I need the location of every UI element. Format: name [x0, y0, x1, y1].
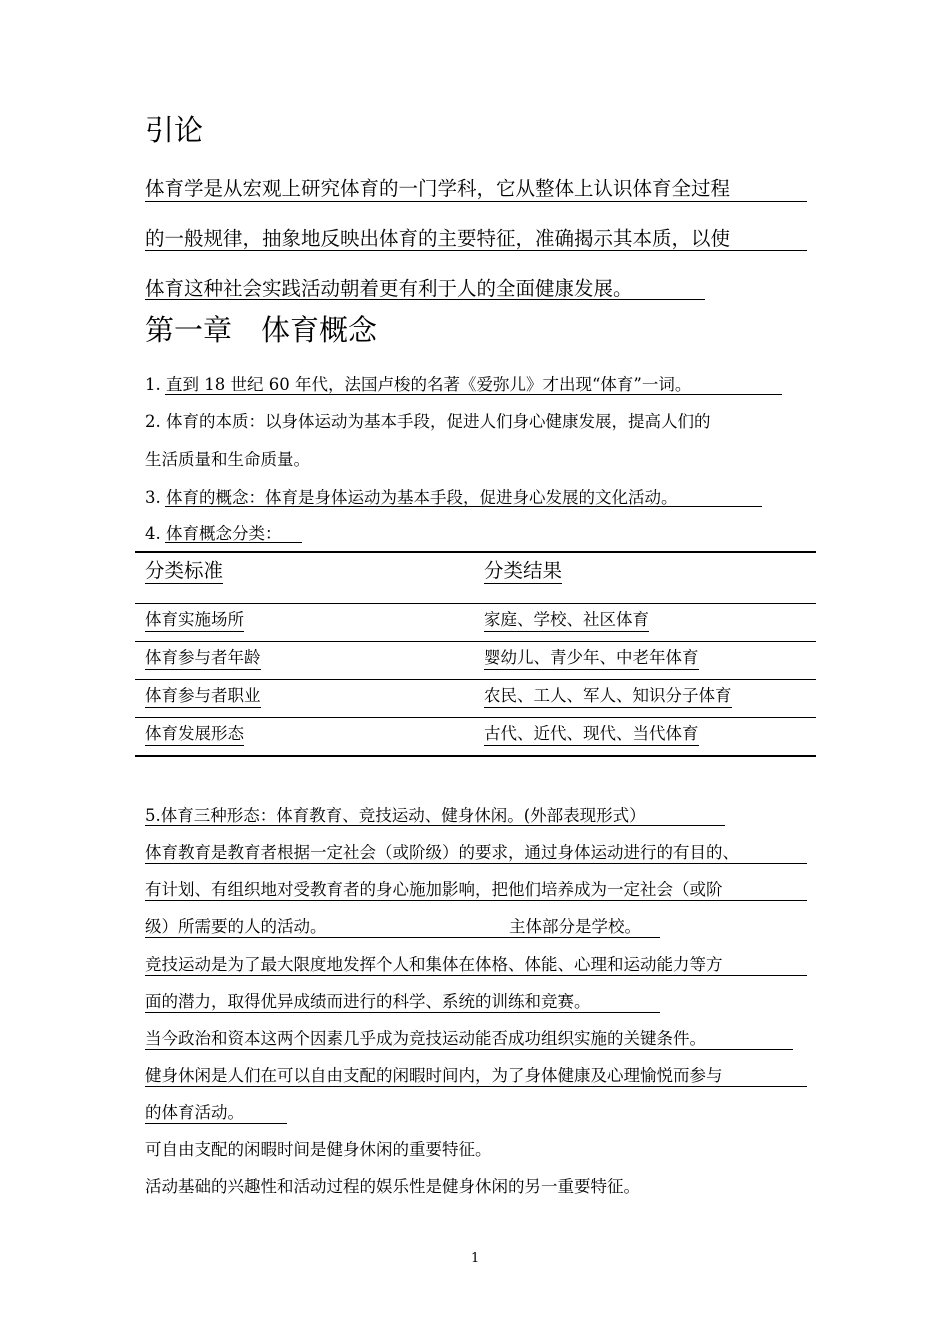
intro-underline-3 [145, 299, 705, 300]
item-4: 4. 体育概念分类： [145, 524, 282, 543]
table-header-result: 分类结果 [484, 559, 562, 584]
pe-education-underline-2 [145, 900, 807, 901]
table-row-rule [135, 717, 816, 718]
fitness-leisure-underline-2 [145, 1123, 287, 1124]
table-cell-r4-c1: 体育发展形态 [145, 724, 244, 746]
table-cell-r2-c2: 婴幼儿、青少年、中老年体育 [484, 648, 699, 670]
pe-education-school-note: 主体部分是学校。 [509, 917, 641, 936]
table-top-rule [135, 551, 816, 553]
table-cell-r4-c2: 古代、近代、现代、当代体育 [484, 724, 699, 746]
section5-title: 5.体育三种形态：体育教育、竞技运动、健身休闲。(外部表现形式） [145, 806, 646, 825]
table-row-rule [135, 641, 816, 642]
fitness-leisure-line-2: 的体育活动。 [145, 1103, 244, 1122]
item-3: 3. 体育的概念：体育是身体运动为基本手段，促进身心发展的文化活动。 [145, 488, 678, 507]
item-1: 1. 直到 18 世纪 60 年代，法国卢梭的名著《爱弥儿》才出现“体育”一词。 [145, 375, 692, 394]
table-cell-r1-c1: 体育实施场所 [145, 610, 244, 632]
page-number: 1 [471, 1251, 480, 1266]
competitive-sport-line-2: 面的潜力，取得优异成绩而进行的科学、系统的训练和竞赛。 [145, 992, 591, 1011]
politics-capital-line: 当今政治和资本这两个因素几乎成为竞技运动能否成功组织实施的关键条件。 [145, 1029, 706, 1048]
competitive-sport-line-1: 竞技运动是为了最大限度地发挥个人和集体在体格、体能、心理和运动能力等方 [145, 955, 723, 974]
competitive-sport-underline-1 [145, 975, 807, 976]
table-header-rule [135, 603, 816, 604]
fitness-leisure-line-1: 健身休闲是人们在可以自由支配的闲暇时间内，为了身体健康及心理愉悦而参与 [145, 1066, 723, 1085]
intro-line-1: 体育学是从宏观上研究体育的一门学科，它从整体上认识体育全过程 [145, 177, 731, 200]
table-bottom-rule [135, 755, 816, 757]
intro-underline-2 [145, 250, 807, 251]
leisure-feature-1: 可自由支配的闲暇时间是健身休闲的重要特征。 [145, 1140, 492, 1159]
table-cell-r3-c1: 体育参与者职业 [145, 686, 261, 708]
leisure-feature-2: 活动基础的兴趣性和活动过程的娱乐性是健身休闲的另一重要特征。 [145, 1177, 640, 1196]
pe-education-line-2: 有计划、有组织地对受教育者的身心施加影响，把他们培养成为一定社会（或阶 [145, 880, 723, 899]
intro-underline-1 [145, 201, 807, 202]
competitive-sport-underline-2 [145, 1012, 660, 1013]
fitness-leisure-underline-1 [145, 1086, 807, 1087]
table-cell-r3-c2: 农民、工人、军人、知识分子体育 [484, 686, 732, 708]
table-row-rule [135, 679, 816, 680]
intro-line-2: 的一般规律，抽象地反映出体育的主要特征，准确揭示其本质，以使 [145, 227, 731, 250]
table-cell-r1-c2: 家庭、学校、社区体育 [484, 610, 649, 632]
item-3-underline [165, 506, 762, 507]
pe-education-line-3: 级）所需要的人的活动。 [145, 917, 327, 936]
chapter-heading: 第一章 体育概念 [145, 313, 378, 347]
intro-heading: 引论 [145, 113, 204, 147]
item-2-cont: 生活质量和生命质量。 [145, 450, 310, 469]
item-2: 2. 体育的本质：以身体运动为基本手段，促进人们身心健康发展，提高人们的 [145, 412, 711, 431]
pe-education-underline-3 [145, 937, 660, 938]
table-header-criteria: 分类标准 [145, 559, 223, 584]
pe-education-line-1: 体育教育是教育者根据一定社会（或阶级）的要求，通过身体运动进行的有目的、 [145, 843, 739, 862]
politics-capital-underline [145, 1049, 793, 1050]
item-1-underline [165, 394, 782, 395]
pe-education-underline-1 [145, 863, 807, 864]
table-cell-r2-c1: 体育参与者年龄 [145, 648, 261, 670]
intro-line-3: 体育这种社会实践活动朝着更有利于人的全面健康发展。 [145, 277, 633, 300]
section5-title-underline [145, 825, 725, 826]
item-4-underline [165, 542, 302, 543]
